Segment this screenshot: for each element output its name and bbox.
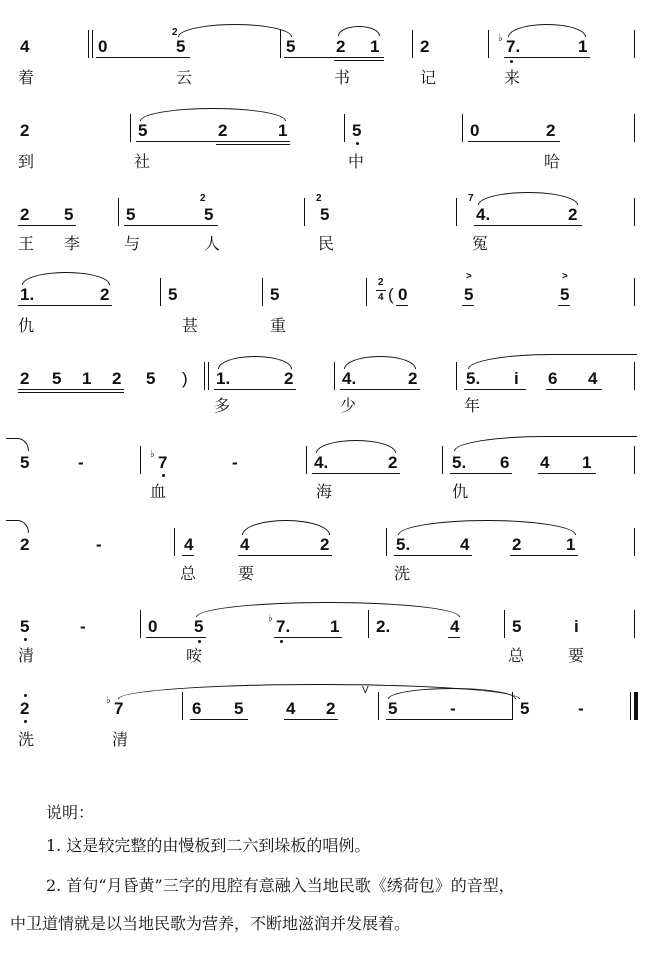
slur [242, 520, 330, 535]
lyric: 洗 [18, 730, 35, 749]
note: 5. [452, 453, 467, 472]
barline [344, 114, 345, 142]
low-octave-dot [162, 474, 165, 477]
slur [344, 356, 416, 369]
underline [18, 305, 112, 306]
lyric: 人 [204, 234, 221, 253]
note: 2 [20, 121, 30, 140]
note: 4 [450, 617, 460, 636]
final-barline-thin [630, 692, 631, 720]
lyric: 洗 [394, 564, 411, 583]
barline [306, 446, 307, 474]
underline [312, 473, 400, 474]
note: 1 [82, 369, 92, 388]
final-barline-thick [634, 692, 638, 720]
lyric: 民 [318, 234, 335, 253]
note: 2 [218, 121, 228, 140]
lyric: 来 [504, 68, 521, 87]
slur [178, 24, 292, 37]
barline [386, 528, 387, 556]
note: 5 [464, 285, 474, 304]
lyric: 哈 [544, 152, 561, 171]
note: 2 [336, 37, 346, 56]
underline [18, 392, 124, 393]
note: 7 [158, 453, 168, 472]
barline [334, 362, 335, 390]
lyric: 总 [180, 564, 197, 583]
note: 1. [20, 285, 35, 304]
slur [398, 520, 576, 535]
low-octave-dot [510, 60, 513, 63]
note: 1. [216, 369, 231, 388]
dash: - [450, 699, 456, 718]
barline [634, 528, 635, 556]
underline [538, 473, 596, 474]
barline [304, 198, 305, 226]
note: 2. [376, 617, 391, 636]
note: 5 [512, 617, 522, 636]
lyric: 着 [18, 68, 35, 87]
note: 5 [270, 285, 280, 304]
lyric: 书 [334, 68, 351, 87]
grace-note: 2 [172, 27, 178, 38]
lyric: 冤 [472, 234, 489, 253]
barline [366, 278, 367, 306]
lyric: 清 [18, 646, 35, 665]
flat-sign: ♭ [106, 695, 111, 706]
lyric: 云 [176, 68, 193, 87]
lyric: 仇 [18, 316, 35, 335]
note: 6 [548, 369, 558, 388]
slur [22, 272, 110, 285]
note: 2 [388, 453, 398, 472]
slur [454, 436, 637, 451]
underline [558, 305, 570, 306]
barline [368, 610, 369, 638]
note: 5 [126, 205, 136, 224]
underline [394, 555, 472, 556]
note: 1 [330, 617, 340, 636]
slur [468, 354, 637, 369]
note: 5 [64, 205, 74, 224]
barline [140, 610, 141, 638]
paren-open: ( [388, 285, 394, 304]
lyric: 重 [270, 316, 287, 335]
explanation-line-3: 中卫道情就是以当地民歌为营养，不断地滋润并发展着。 [10, 914, 411, 933]
note: 5 [234, 699, 244, 718]
lyric: 甚 [182, 316, 199, 335]
barline [488, 30, 489, 58]
underline [340, 389, 420, 390]
dash: - [78, 453, 84, 472]
dash: - [96, 535, 102, 554]
grace-note: 7 [468, 193, 474, 204]
note: 2 [20, 535, 30, 554]
note: 2 [20, 369, 30, 388]
note: 4 [460, 535, 470, 554]
dash: - [232, 453, 238, 472]
low-octave-dot [280, 640, 283, 643]
barline [262, 278, 263, 306]
barline [118, 198, 119, 226]
underline [214, 389, 296, 390]
barline [456, 198, 457, 226]
note: 2 [568, 205, 578, 224]
underline [124, 225, 218, 226]
barline [456, 362, 457, 390]
time-signature-line [376, 290, 386, 291]
explanation-heading: 说明： [46, 803, 95, 822]
note: 5 [138, 121, 148, 140]
note: 4 [240, 535, 250, 554]
note: 7. [276, 617, 291, 636]
note: 4. [476, 205, 491, 224]
underline [18, 225, 76, 226]
underline [450, 473, 512, 474]
note: i [514, 369, 519, 388]
note: 5 [20, 617, 30, 636]
note: 2 [20, 699, 30, 718]
barline [634, 114, 635, 142]
underline [334, 60, 384, 61]
barline [208, 362, 209, 390]
accent-mark: > [466, 271, 472, 282]
barline [462, 114, 463, 142]
note: 4. [314, 453, 329, 472]
slur [196, 602, 460, 617]
underline [136, 141, 290, 142]
lyric: 社 [134, 152, 151, 171]
note: 2 [420, 37, 430, 56]
explanation-line-1: 1. 这是较完整的由慢板到二六到垛板的唱例。 [46, 836, 371, 855]
underline [510, 555, 578, 556]
note: 2 [408, 369, 418, 388]
underline [396, 305, 408, 306]
underline [504, 57, 590, 58]
note: 4 [286, 699, 296, 718]
note: 5 [320, 205, 330, 224]
high-octave-dot [24, 694, 27, 697]
note: 2 [512, 535, 522, 554]
lyric: 年 [464, 396, 481, 415]
barline [130, 114, 131, 142]
barline [634, 362, 635, 390]
barline [280, 30, 281, 58]
underline [284, 719, 338, 720]
note: 1 [278, 121, 288, 140]
slur [478, 192, 578, 205]
flat-sign: ♭ [268, 613, 273, 624]
note: 6 [500, 453, 510, 472]
note: 1 [578, 37, 588, 56]
barline [182, 692, 183, 720]
grace-note: 2 [200, 193, 206, 204]
slur-continuation [6, 520, 29, 533]
note: 5 [388, 699, 398, 718]
lyric: 清 [112, 730, 129, 749]
lyric: 要 [238, 564, 255, 583]
underline [546, 389, 602, 390]
lyric: 咹 [186, 646, 203, 665]
underline [274, 637, 342, 638]
lyric: 海 [316, 482, 333, 501]
underline [464, 389, 526, 390]
note: 5 [146, 369, 156, 388]
lyric: 中 [348, 152, 365, 171]
low-octave-dot [356, 142, 359, 145]
barline [504, 610, 505, 638]
underline [146, 637, 206, 638]
underline [462, 305, 474, 306]
barline [140, 446, 141, 474]
note: 1 [582, 453, 592, 472]
note: 5 [176, 37, 186, 56]
time-signature-bottom: 4 [378, 292, 384, 303]
note: 4 [588, 369, 598, 388]
note: 2 [546, 121, 556, 140]
underline [18, 389, 124, 390]
note: 0 [398, 285, 408, 304]
barline [512, 692, 513, 720]
time-signature-top: 2 [378, 277, 384, 288]
note: i [574, 617, 579, 636]
note: 6 [192, 699, 202, 718]
flat-sign: ♭ [498, 33, 503, 44]
slur [140, 108, 286, 121]
paren-close: ) [182, 369, 188, 388]
lyric: 要 [568, 646, 585, 665]
note: 0 [148, 617, 158, 636]
barline [634, 198, 635, 226]
lyric: 少 [340, 396, 357, 415]
note: 7. [506, 37, 521, 56]
note: 5 [520, 699, 530, 718]
underline [284, 57, 384, 58]
note: 5 [352, 121, 362, 140]
underline [96, 57, 190, 58]
underline [216, 144, 290, 145]
lyric: 总 [508, 646, 525, 665]
note: 7 [114, 699, 124, 718]
barline [634, 446, 635, 474]
note: 5 [52, 369, 62, 388]
lyric: 李 [64, 234, 81, 253]
lyric: 仇 [452, 482, 469, 501]
note: 4 [20, 37, 30, 56]
breath-mark: V [362, 685, 369, 696]
note: 2 [326, 699, 336, 718]
dash: - [578, 699, 584, 718]
barline [92, 30, 93, 58]
note: 5 [194, 617, 204, 636]
underline [238, 555, 332, 556]
accent-mark: > [562, 271, 568, 282]
barline [160, 278, 161, 306]
note: 1 [566, 535, 576, 554]
low-octave-dot [198, 640, 201, 643]
underline [182, 555, 194, 556]
barline [204, 362, 205, 390]
note: 2 [100, 285, 110, 304]
note: 5. [396, 535, 411, 554]
note: 0 [470, 121, 480, 140]
note: 5 [286, 37, 296, 56]
lyric: 到 [18, 152, 35, 171]
slur [316, 440, 396, 453]
underline [474, 225, 582, 226]
low-octave-dot [24, 720, 27, 723]
slur [508, 24, 586, 37]
slur-continuation [6, 438, 29, 451]
note: 4. [342, 369, 357, 388]
barline [634, 278, 635, 306]
note: 5. [466, 369, 481, 388]
note: 4 [184, 535, 194, 554]
grace-note: 2 [316, 193, 322, 204]
lyric: 与 [124, 234, 141, 253]
barline [88, 30, 89, 58]
barline [378, 692, 379, 720]
low-octave-dot [24, 638, 27, 641]
note: 1 [370, 37, 380, 56]
slur [218, 356, 292, 369]
underline [468, 141, 560, 142]
note: 2 [320, 535, 330, 554]
lyric: 血 [150, 482, 167, 501]
note: 2 [112, 369, 122, 388]
barline [442, 446, 443, 474]
underline [448, 637, 460, 638]
lyric: 多 [214, 396, 231, 415]
barline [174, 528, 175, 556]
note: 2 [284, 369, 294, 388]
dash: - [80, 617, 86, 636]
note: 5 [560, 285, 570, 304]
barline [634, 610, 635, 638]
lyric: 记 [420, 68, 437, 87]
note: 5 [168, 285, 178, 304]
note: 5 [20, 453, 30, 472]
underline [386, 719, 512, 720]
explanation-line-2: 2. 首句“月昏黄”三字的甩腔有意融入当地民歌《绣荷包》的音型， [46, 876, 515, 895]
note: 0 [98, 37, 108, 56]
barline [634, 30, 635, 58]
note: 4 [540, 453, 550, 472]
underline [190, 719, 248, 720]
slur [338, 26, 380, 36]
flat-sign: ♭ [150, 449, 155, 460]
barline [412, 30, 413, 58]
note: 2 [20, 205, 30, 224]
note: 5 [204, 205, 214, 224]
lyric: 王 [18, 234, 35, 253]
